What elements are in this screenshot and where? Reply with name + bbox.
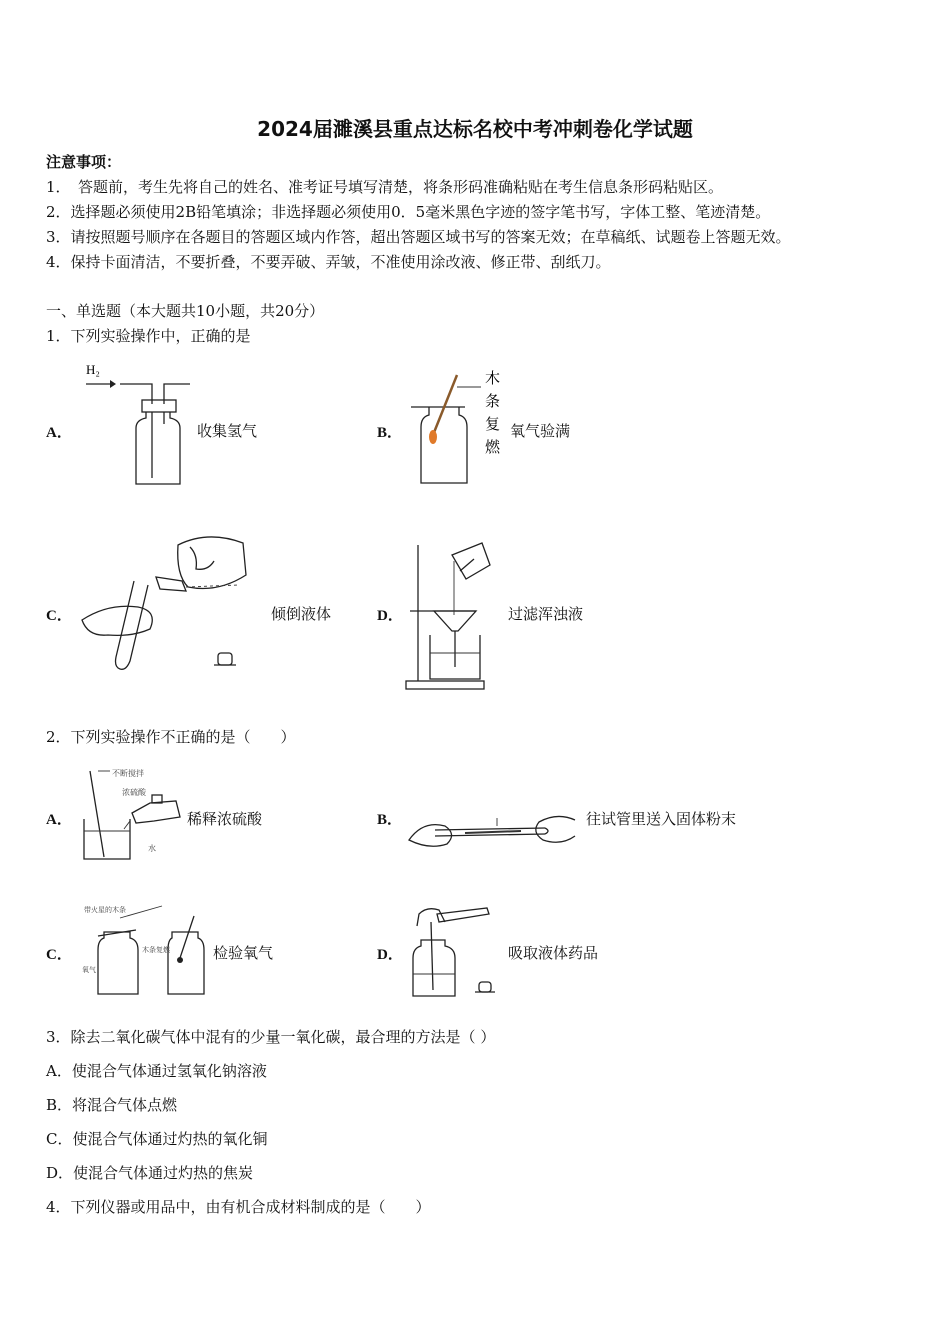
- notes-heading: 注意事项：: [46, 153, 122, 171]
- q2-figure-c-test-oxygen: [80, 900, 210, 1000]
- stick-text-2: 条: [485, 392, 501, 410]
- q2-option-a-label: 稀释浓硫酸: [187, 810, 263, 828]
- section-heading: 一、单选题（本大题共10小题，共20分）: [46, 302, 325, 320]
- stick-text-4: 燃: [485, 438, 501, 456]
- stir-text: 不断搅拌: [112, 769, 144, 778]
- q1-option-d-label: 过滤浑浊液: [508, 605, 584, 623]
- stick-text-1: 木: [485, 369, 501, 387]
- q1-option-b-letter: B．: [377, 425, 403, 441]
- c-text-2: 氧气: [82, 966, 96, 974]
- q2-figure-b-powder-tube: [405, 800, 580, 860]
- q2-option-a-letter: A．: [46, 812, 72, 828]
- q3-option-a: A．使混合气体通过氢氧化钠溶液: [46, 1062, 267, 1080]
- q1-figure-c-pouring-liquid: [78, 525, 258, 675]
- stick-text-3: 复: [485, 415, 501, 433]
- q2-option-c-label: 检验氧气: [213, 944, 274, 962]
- q2-option-d-label: 吸取液体药品: [508, 944, 599, 962]
- note-item-1: 1． 答题前，考生先将自己的姓名、准考证号填写清楚，将条形码准确粘贴在考生信息条形码粘贴区。: [46, 178, 724, 196]
- h2-label: H₂: [86, 362, 100, 377]
- q2-figure-d-dropper: [405, 900, 505, 1000]
- q2-option-b-letter: B．: [377, 812, 403, 828]
- note-item-2: 2．选择题必须使用2B铅笔填涂；非选择题必须使用0．5毫米黑色字迹的签字笔书写，字体工整、笔迹清楚。: [46, 203, 771, 221]
- q1-figure-d-filtration: [400, 535, 500, 695]
- q3-option-c: C．使混合气体通过灼热的氧化铜: [46, 1130, 268, 1148]
- q1-option-a-letter: A．: [46, 425, 72, 441]
- q2-option-c-letter: C．: [46, 947, 72, 963]
- q2-stem: 2．下列实验操作不正确的是（ ）: [46, 728, 296, 746]
- q1-figure-a-gas-bottle: [84, 360, 204, 490]
- page-title: 2024届濉溪县重点达标名校中考冲刺卷化学试题: [257, 117, 693, 141]
- water-text: 水: [148, 844, 156, 853]
- acid-text: 浓硫酸: [122, 788, 146, 797]
- q3-stem: 3．除去二氧化碳气体中混有的少量一氧化碳，最合理的方法是（ ）: [46, 1028, 496, 1046]
- c-text-1: 带火星的木条: [84, 906, 126, 914]
- q3-option-b: B．将混合气体点燃: [46, 1096, 178, 1114]
- q1-option-c-letter: C．: [46, 608, 72, 624]
- q2-figure-a-dilute-acid: [80, 765, 185, 865]
- q3-option-d: D．使混合气体通过灼热的焦炭: [46, 1164, 254, 1182]
- q4-stem: 4．下列仪器或用品中，由有机合成材料制成的是（ ）: [46, 1198, 431, 1216]
- q2-option-b-label: 往试管里送入固体粉末: [586, 810, 737, 828]
- q1-option-d-letter: D．: [377, 608, 403, 624]
- q1-figure-b-oxygen-test: [405, 365, 515, 490]
- q2-option-d-letter: D．: [377, 947, 403, 963]
- q1-option-a-label: 收集氢气: [197, 422, 258, 440]
- note-item-3: 3．请按照题号顺序在各题目的答题区域内作答，超出答题区域书写的答案无效；在草稿纸、试题卷上答题无效。: [46, 228, 791, 246]
- q1-option-b-label: 氧气验满: [510, 422, 571, 440]
- c-text-3: 木条复燃: [142, 946, 170, 954]
- q1-stem: 1．下列实验操作中，正确的是: [46, 327, 251, 345]
- note-item-4: 4．保持卡面清洁，不要折叠，不要弄破、弄皱，不准使用涂改液、修正带、刮纸刀。: [46, 253, 611, 271]
- q1-option-c-label: 倾倒液体: [271, 605, 332, 623]
